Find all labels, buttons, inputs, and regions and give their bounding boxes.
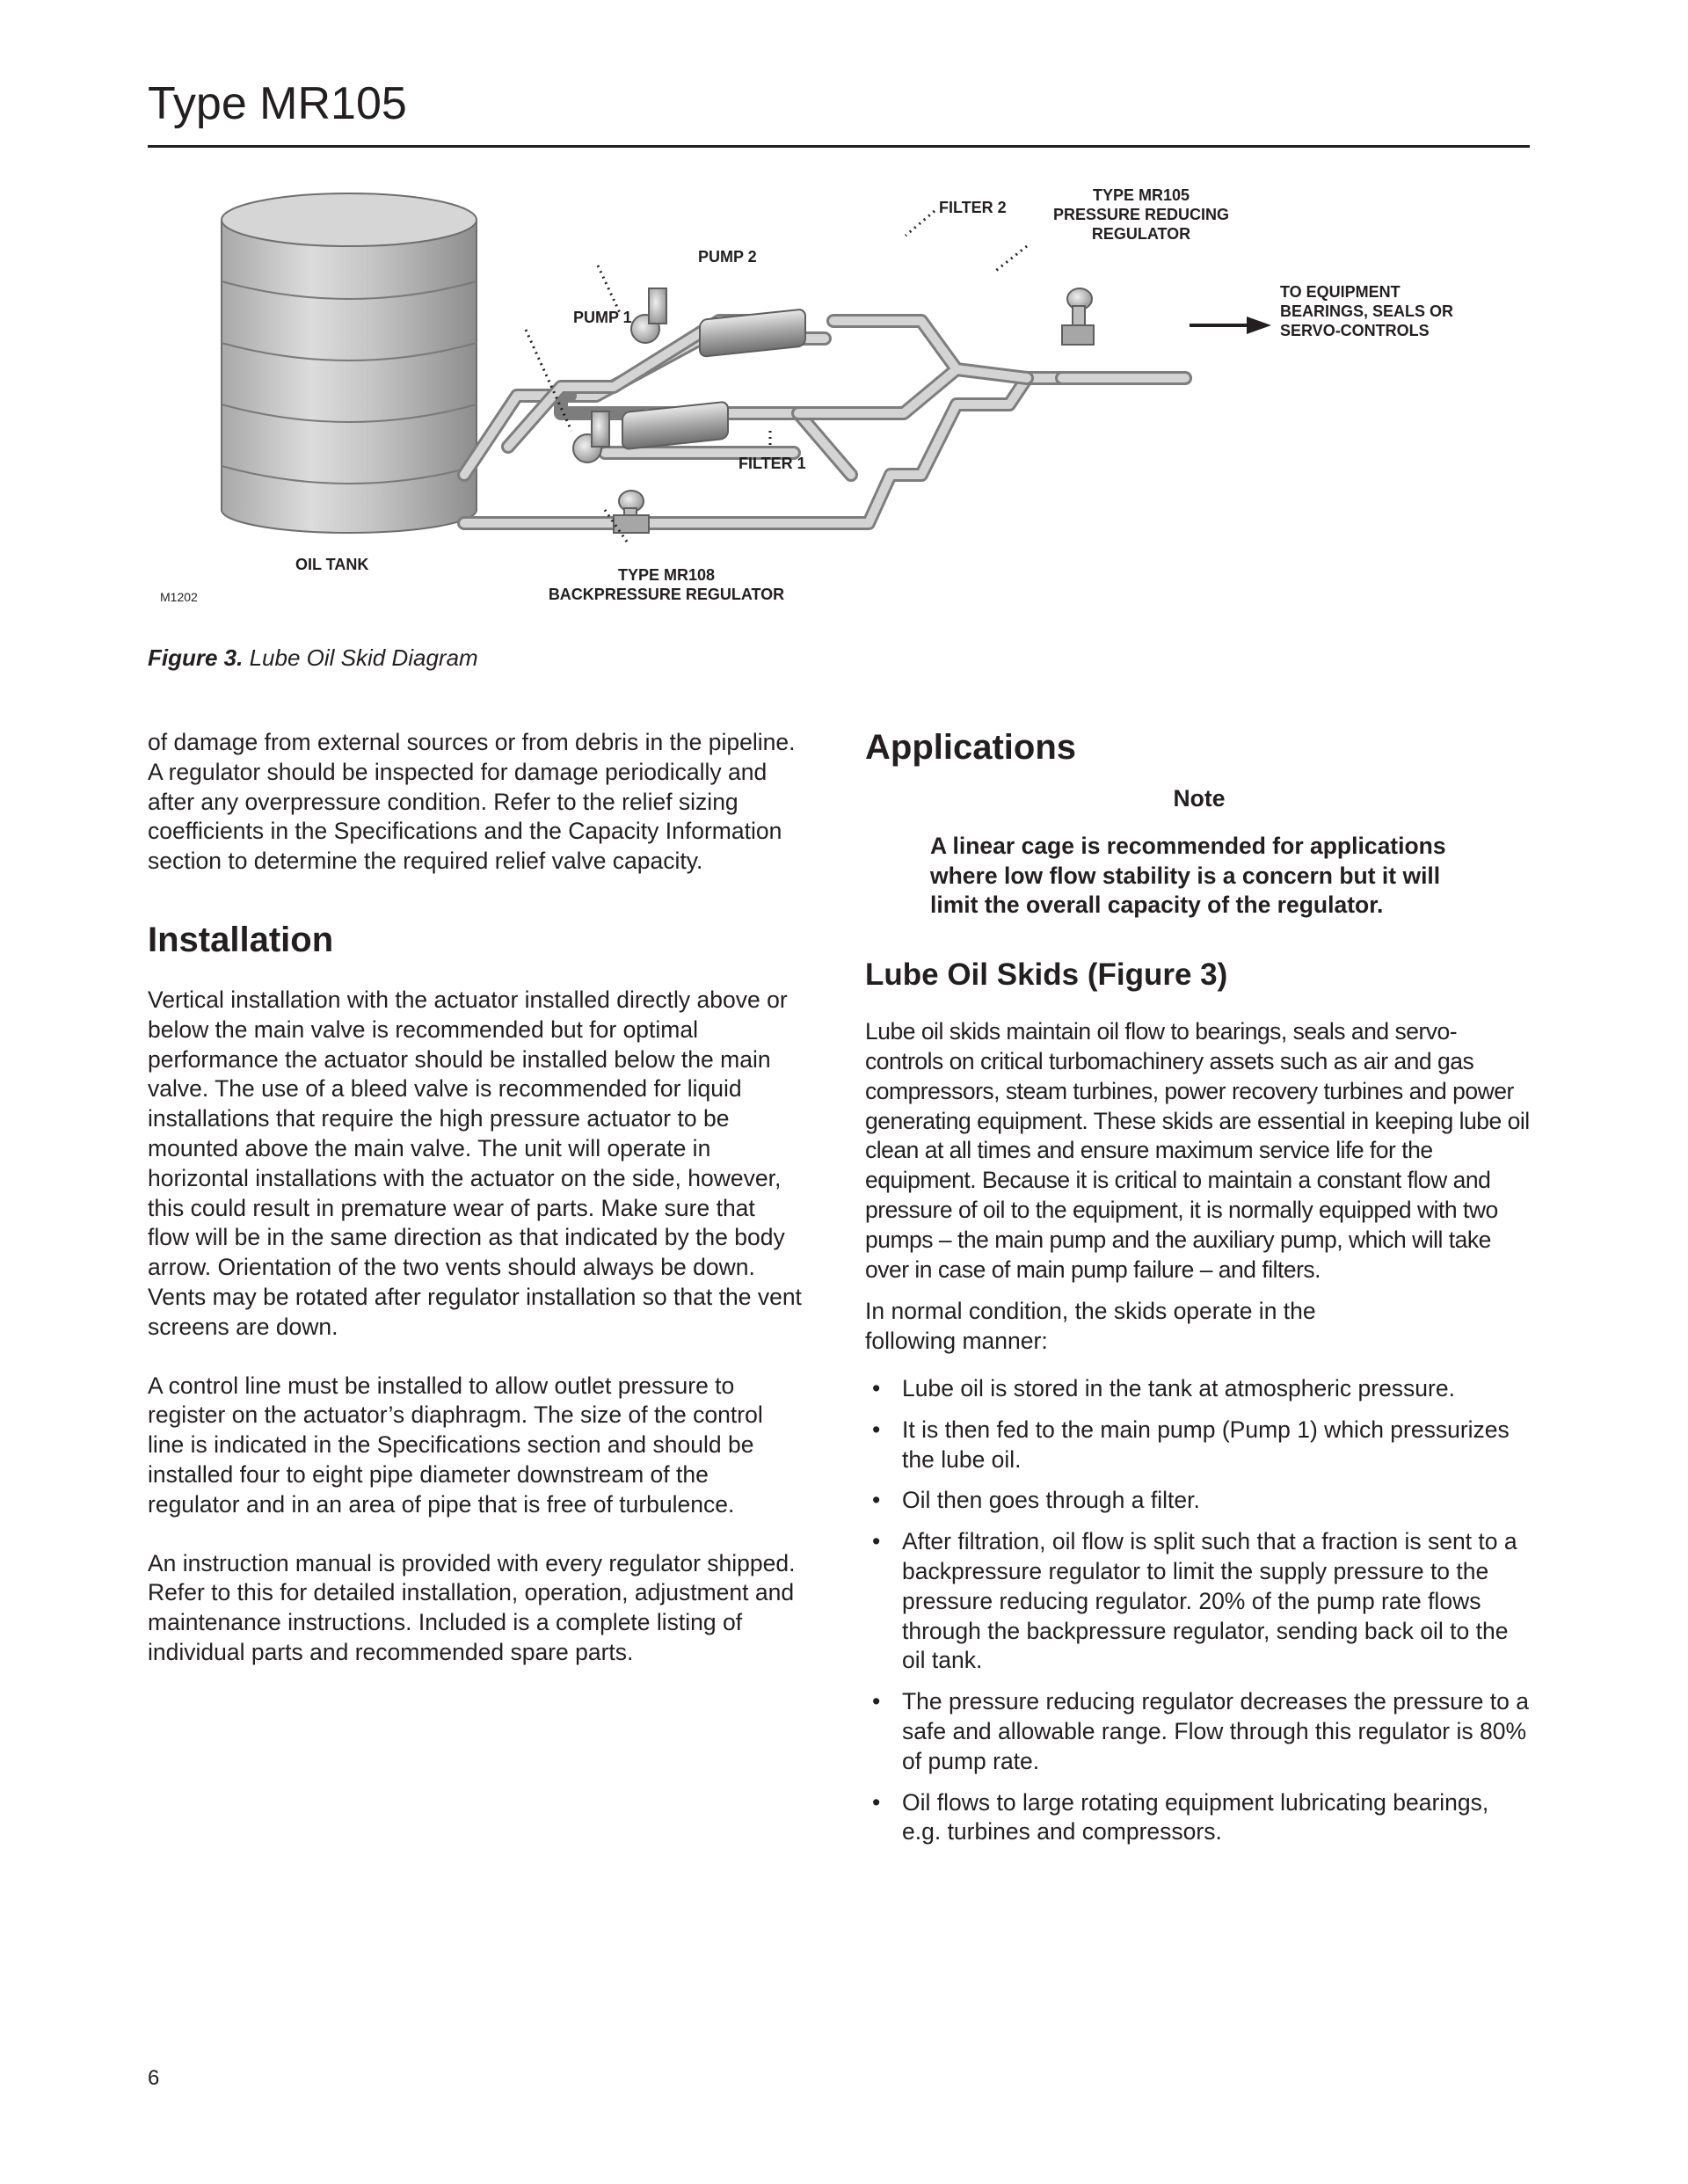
mr108-label-line2: BACKPRESSURE REGULATOR (548, 586, 785, 603)
list-item-text: Lube oil is stored in the tank at atmospheric pressure. (902, 1374, 1455, 1401)
lube-oil-skids-heading: Lube Oil Skids (Figure 3) (865, 957, 1228, 993)
note-text: A linear cage is recommended for applications where low flow stability is a concern but it will limit the overall capacity of the regulator. (930, 832, 1446, 919)
mr105-label-line3: REGULATOR (1091, 225, 1191, 243)
list-item (865, 1788, 1533, 1848)
list-item (865, 1486, 1533, 1516)
filter-1-label: FILTER 1 (738, 455, 806, 472)
installation-paragraph-2: A control line must be installed to allow outlet pressure to register on the actuator’s diaphragm. The size of the control line is indicated in the Specifications section and should be installed four to eight pipe diameter downstream of the regulator and in an area of pipe that is free of turbulence. (148, 1372, 763, 1518)
header-rule (148, 145, 1530, 148)
to-equipment-label-line3: SERVO-CONTROLS (1280, 322, 1430, 339)
note-title: Note (1173, 785, 1226, 812)
intro-paragraph: of damage from external sources or from debris in the pipeline. A regulator should be inspected for damage periodically and after any overpressure condition. Refer to the relief sizing coefficients in the Specifications and the Capacity Information section to determine the required relief valve capacity. (148, 729, 796, 875)
bullet-symbol: • (872, 1528, 881, 1555)
pump-2-label: PUMP 2 (698, 248, 757, 266)
figure-code: M1202 (160, 590, 198, 604)
applications-heading: Applications (865, 728, 1077, 767)
list-item (865, 1416, 1533, 1475)
list-item-text: The pressure reducing regulator decreases the pressure to a safe and allowable range. Flow through this regulator is 80% of pump rate. (902, 1688, 1529, 1774)
oil-tank-shape (222, 193, 477, 533)
right-column (865, 728, 1533, 1859)
mr105-regulator-shape (1062, 288, 1094, 345)
to-equipment-label-line1: TO EQUIPMENT (1280, 283, 1401, 301)
list-item-text: Oil flows to large rotating equipment lubricating bearings, e.g. turbines and compressors. (902, 1788, 1489, 1845)
installation-heading: Installation (148, 920, 334, 959)
figure-caption (148, 644, 478, 672)
list-item (865, 1374, 1533, 1404)
page-number: 6 (148, 2066, 160, 2090)
list-item-text: After filtration, oil flow is split such that a fraction is sent to a backpressure regulator to limit the supply pressure to the pressure reducing regulator. 20% of the pump rate flows through the backpressure regulator, sending back oil to the oil tank. (902, 1528, 1517, 1674)
lube-oil-skid-diagram (148, 185, 1530, 615)
operation-steps-list (865, 1374, 1533, 1847)
filter-2-label: FILTER 2 (939, 199, 1007, 216)
pump-1-label: PUMP 1 (573, 309, 632, 326)
pump-2-shape (631, 288, 666, 343)
to-equipment-label-line2: BEARINGS, SEALS OR (1280, 302, 1454, 320)
figure-caption-number: Figure 3. (148, 644, 244, 671)
left-column (148, 728, 803, 1668)
bullet-symbol: • (872, 1788, 881, 1816)
list-item (865, 1687, 1533, 1776)
installation-paragraph-1: Vertical installation with the actuator installed directly above or below the main valve is recommended but for optimal performance the actuator should be installed below the main valve. The use of a bleed valve is recommended for liquid installations that require the high pressure actuator to be mounted above the main valve. The unit will operate in horizontal installations with the actuator on the side, however, this could result in premature wear of parts. Make sure that flow will be in the same direction as that indicated by the body arrow. Orientation of the two vents should always be down. Vents may be rotated after regulator installation so that the vent screens are down. (148, 986, 802, 1340)
list-item (865, 1527, 1533, 1676)
mr108-regulator-shape (614, 491, 649, 533)
bullet-symbol: • (872, 1688, 881, 1715)
figure-caption-text: Lube Oil Skid Diagram (243, 644, 478, 671)
outlet-arrow (1190, 317, 1271, 334)
lube-oil-paragraph-1: Lube oil skids maintain oil flow to bearings, seals and servo-controls on critical turbomachinery assets such as air and gas compressors, steam turbines, power recovery turbines and power generating equipment. These skids are essential in keeping lube oil clean at all times and ensure maximum service life for the equipment. Because it is critical to maintain a constant flow and pressure of oil to the equipment, it is normally equipped with two pumps – the main pump and the auxiliary pump, which will take over in case of main pump failure – and filters. (865, 1018, 1530, 1283)
oil-tank-label: OIL TANK (295, 556, 369, 573)
list-item-text: It is then fed to the main pump (Pump 1) which pressurizes the lube oil. (902, 1416, 1510, 1473)
mr105-label-line2: PRESSURE REDUCING (1052, 206, 1230, 223)
mr108-label-line1: TYPE MR108 (617, 566, 716, 584)
piping (464, 321, 1185, 523)
page-title: Type MR105 (148, 78, 407, 129)
bullet-symbol: • (872, 1374, 881, 1401)
installation-paragraph-3: An instruction manual is provided with every regulator shipped. Refer to this for detailed installation, operation, adjustment and maintenance instructions. Included is a complete listing of individual parts and recommended spare parts. (148, 1549, 796, 1665)
list-item-text: Oil then goes through a filter. (902, 1487, 1200, 1514)
bullet-symbol: • (872, 1487, 881, 1514)
bullet-symbol: • (872, 1416, 881, 1443)
lube-oil-paragraph-2: In normal condition, the skids operate in the following manner: (865, 1298, 1316, 1355)
mr105-label-line1: TYPE MR105 (1092, 186, 1190, 204)
